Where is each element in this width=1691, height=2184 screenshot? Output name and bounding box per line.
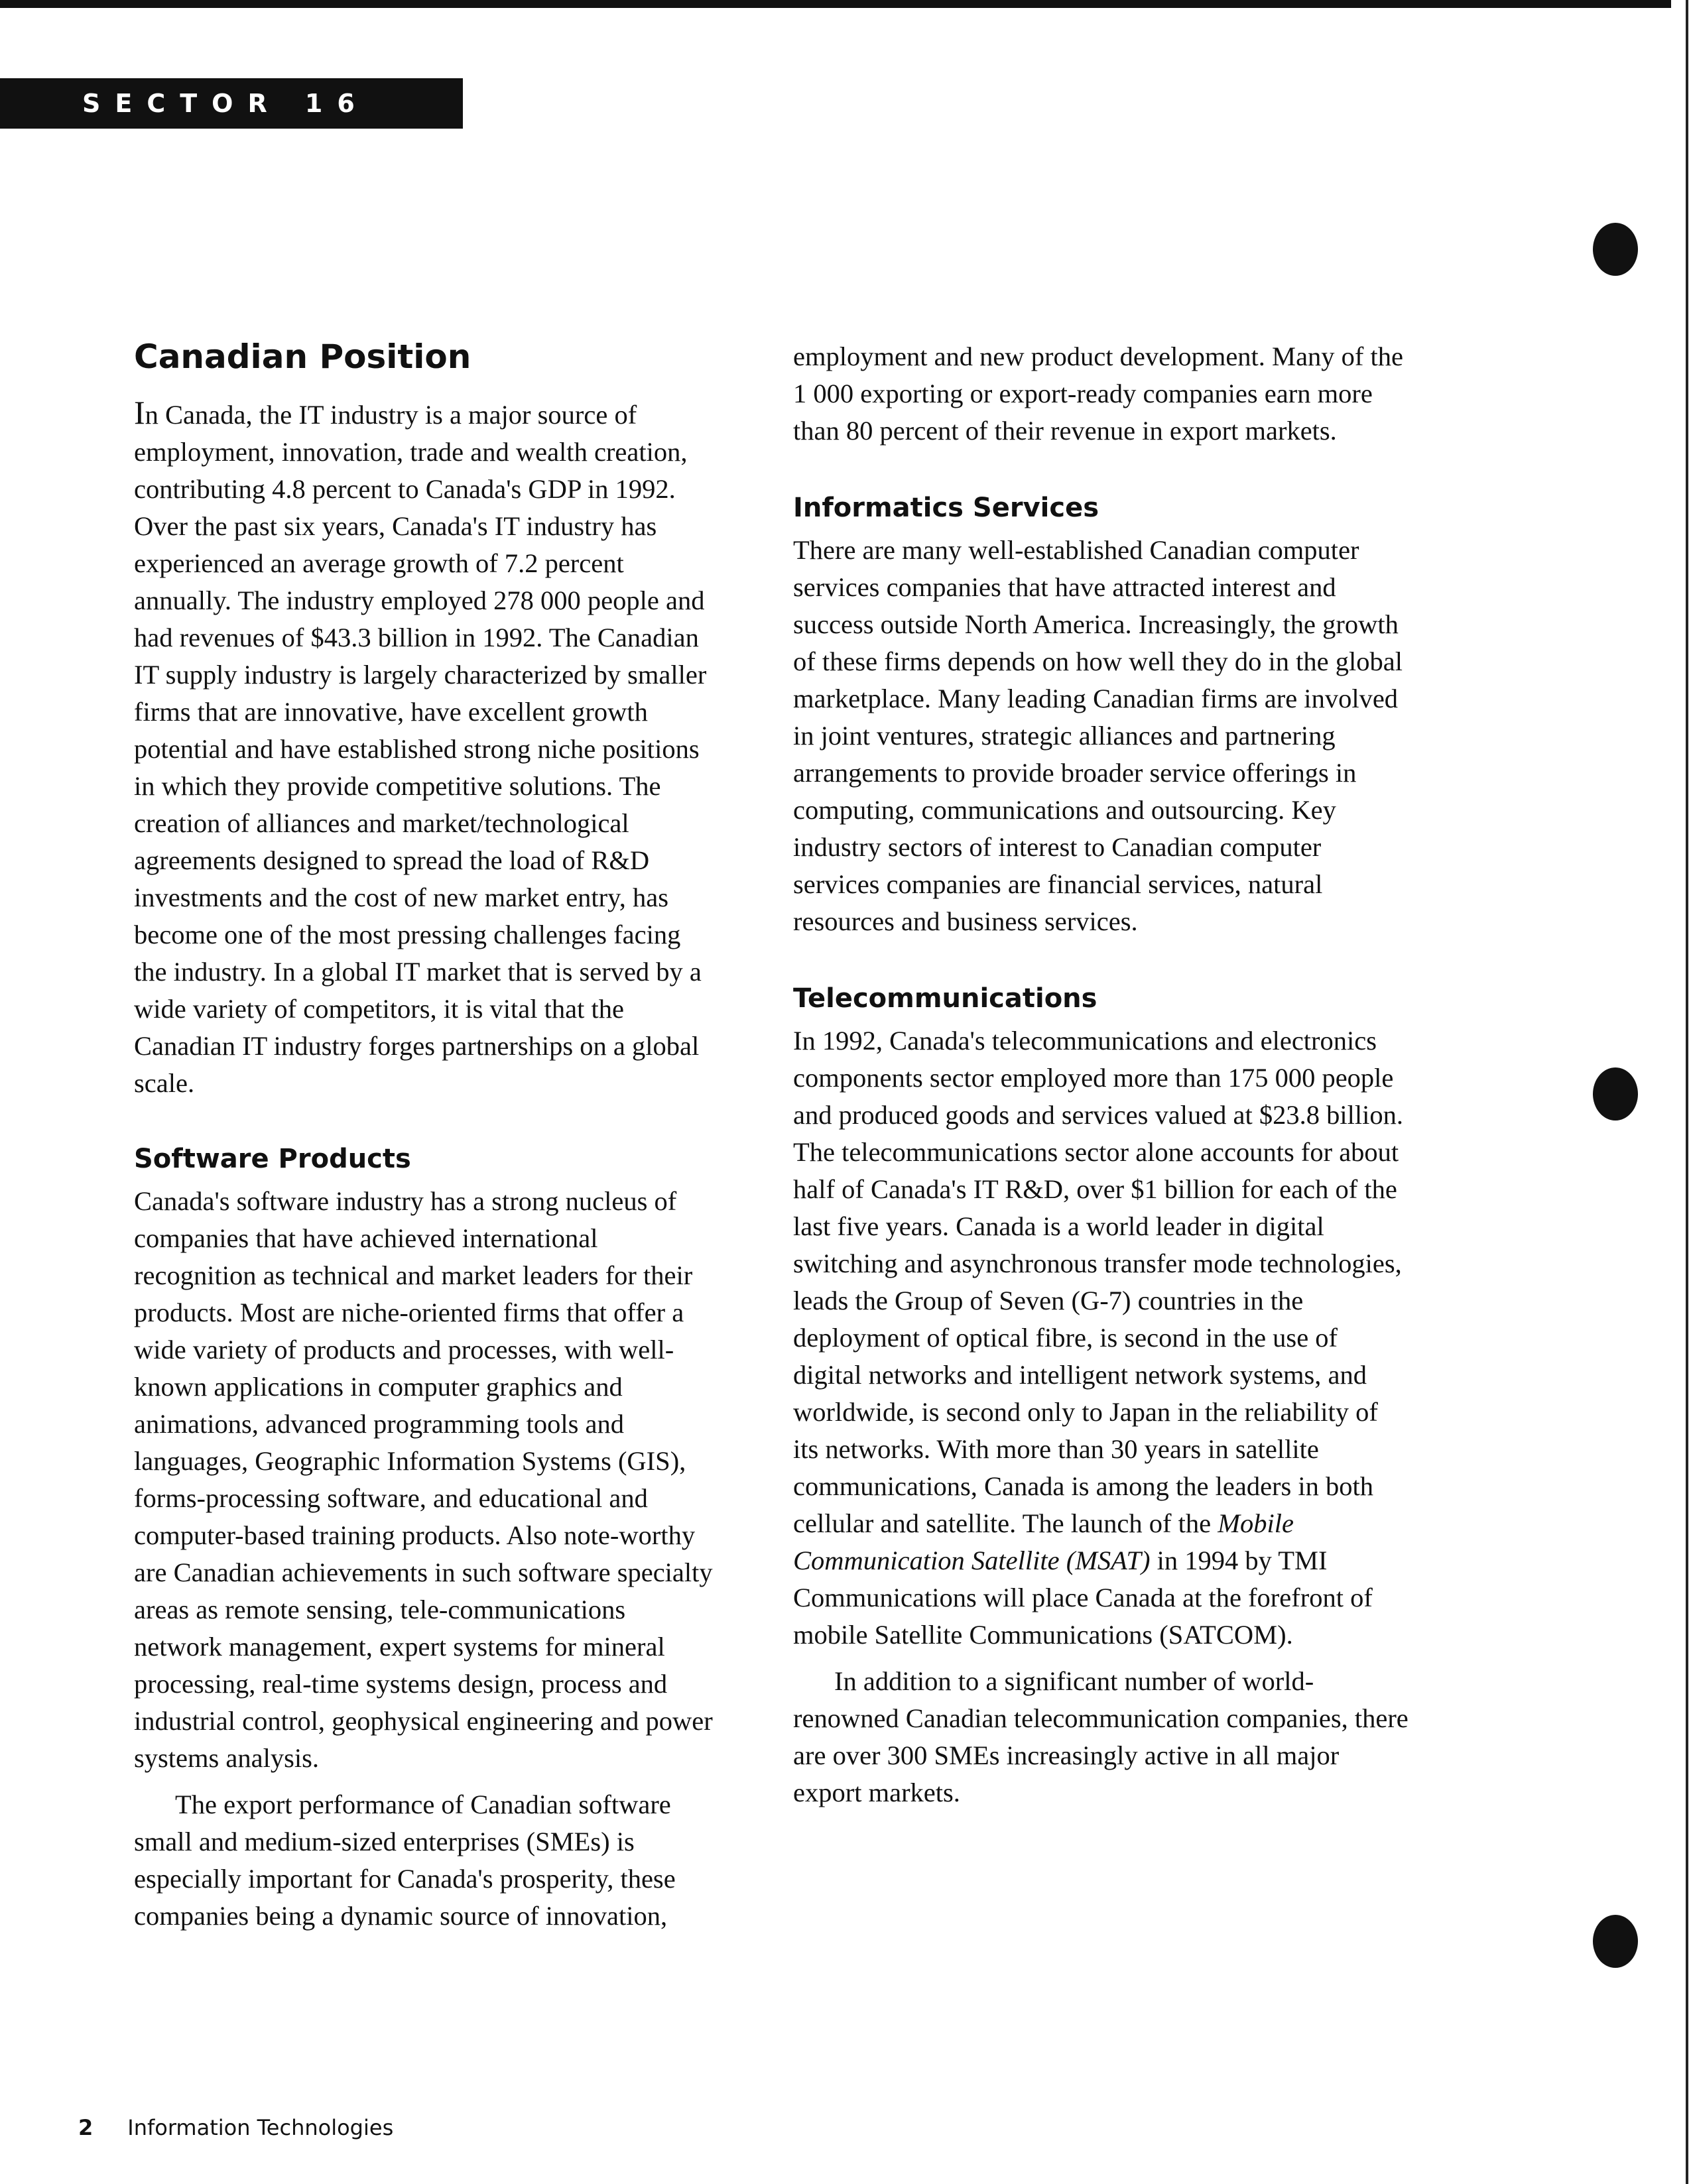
telecom-paragraph-1: [793, 1022, 1410, 1654]
telecommunications-heading: Telecommunications: [793, 983, 1097, 1014]
top-border: [0, 0, 1671, 8]
continued-paragraph: employment and new product development. Many of the 1 000 exporting or export-ready companies earn more than 80 percent of their revenue in export markets.: [793, 341, 1404, 446]
left-column: [134, 337, 718, 1935]
right-column: [793, 338, 1410, 1811]
telecom-text-a: In 1992, Canada's telecommunications and electronics components sector employed more than 175 000 people and produced goods and services valued at $23.8 billion. The telecommunications sector alone accounts for about half of Canada's IT R&D, over $1 billion for each of the last five years. Canada is a world leader in digital switching and asynchronous transfer mode technologies, leads the Group of Seven (G-7) countries in the deployment of optical fibre, is second in the use of digital networks and intelligent network systems, and worldwide, is second only to Japan in the reliability of its networks. With more than 30 years in satellite communications, Canada is among the leaders in both cellular and satellite. The launch of the: [793, 1026, 1404, 1538]
section-title: Canadian Position: [134, 337, 471, 376]
page-number: 2: [78, 2115, 94, 2140]
software-products-heading: Software Products: [134, 1144, 411, 1174]
telecom-paragraph-2: In addition to a significant number of world-renowned Canadian telecommunication companies, there are over 300 SMEs increasingly active in all major export markets.: [793, 1666, 1409, 1807]
page-footer: [78, 2115, 393, 2140]
software-paragraph-1: Canada's software industry has a strong nucleus of companies that have achieved international recognition as technical and market leaders for their products. Most are niche-oriented firms that offer a wide variety of products and processes, with well-known applications in computer graphics and animations, advanced programming tools and languages, Geographic Information Systems (GIS), forms-processing software, and educational and computer-based training products. Also note-worthy are Canadian achievements in such software specialty areas as remote sensing, tele-communications network management, expert systems for mineral processing, real-time systems design, process and industrial control, geophysical engineering and power systems analysis.: [134, 1186, 713, 1773]
telecom-text-b: in 1994 by TMI Communications will place Canada at the forefront of mobile Satellite Communications (SATCOM).: [793, 1546, 1373, 1650]
informatics-paragraph: There are many well-established Canadian computer services companies that have attracted interest and success outside North America. Increasingly, the growth of these firms depends on how well they do in the global marketplace. Many leading Canadian firms are involved in joint ventures, strategic alliances and partnering arrangements to provide broader service offerings in computing, communications and outsourcing. Key industry sectors of interest to Canadian computer services companies are financial services, natural resources and business services.: [793, 535, 1403, 936]
informatics-services-heading: Informatics Services: [793, 493, 1099, 523]
msat-title: Mobile Communication Satellite (MSAT): [793, 1508, 1294, 1575]
binder-hole-bottom: [1593, 1915, 1638, 1968]
right-border: [1686, 0, 1688, 2184]
binder-hole-middle: [1593, 1067, 1638, 1121]
binder-hole-top: [1593, 223, 1638, 276]
intro-paragraph: In Canada, the IT industry is a major source of employment, innovation, trade and wealth creation, contributing 4.8 percent to Canada's GDP in 1992. Over the past six years, Canada's IT industry has experienced an average growth of 7.2 percent annually. The industry employed 278 000 people and had revenues of $43.3 billion in 1992. The Canadian IT supply industry is largely characterized by smaller firms that are innovative, have excellent growth potential and have established strong niche positions in which they provide competitive solutions. The creation of alliances and market/technological agreements designed to spread the load of R&D investments and the cost of new market entry, has become one of the most pressing challenges facing the industry. In a global IT market that is served by a wide variety of competitors, it is vital that the Canadian IT industry forges partnerships on a global scale.: [134, 394, 707, 1098]
publication-title: Information Technologies: [127, 2115, 394, 2140]
software-paragraph-2: The export performance of Canadian software small and medium-sized enterprises (SMEs) is especially important for Canada's prosperity, these companies being a dynamic source of innovation,: [134, 1790, 676, 1931]
sector-header-band: SECTOR 16: [0, 78, 463, 129]
